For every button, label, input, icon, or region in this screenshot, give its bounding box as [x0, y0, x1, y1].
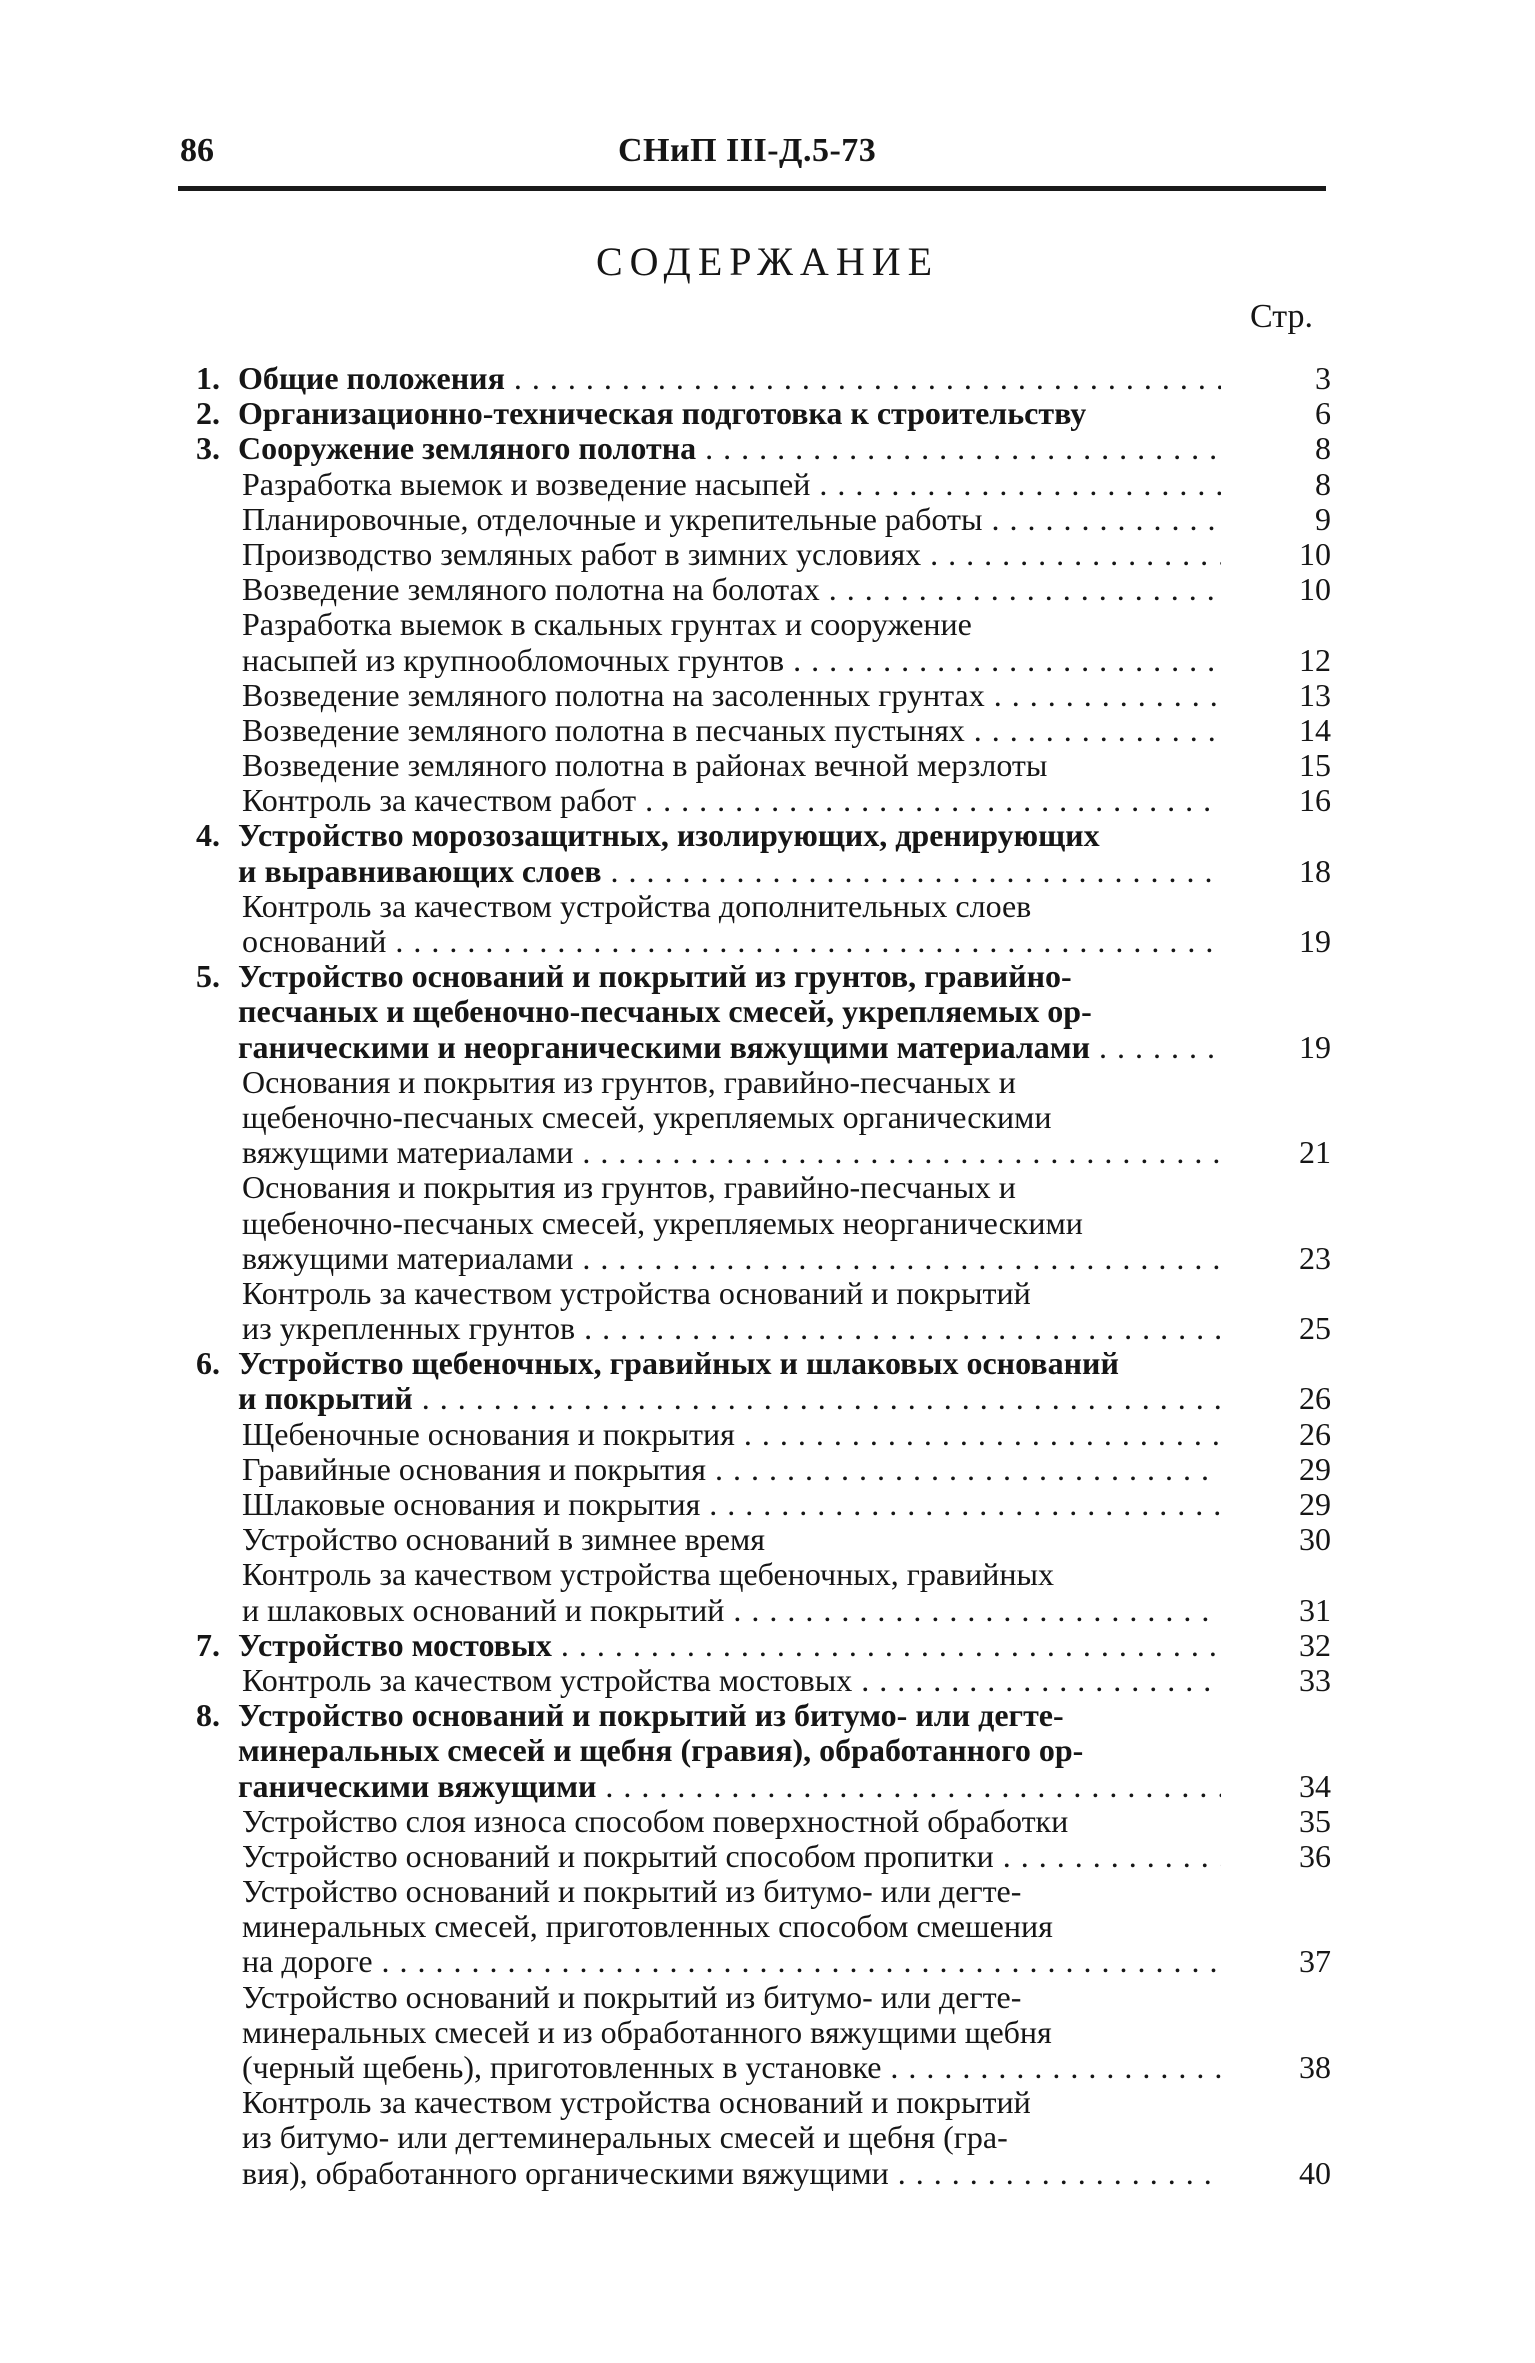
toc-entry-page: 29 — [1299, 1450, 1331, 1487]
toc-entry — [196, 748, 1331, 783]
toc-entry — [196, 2156, 1331, 2191]
toc-entry-title: Контроль за качеством устройства мостовых . . . — [242, 1663, 1221, 1698]
toc-entry-title: Устройство оснований и покрытий из битумо- или дегте- — [238, 1698, 1064, 1734]
toc-entry-page: 40 — [1299, 2154, 1331, 2191]
toc-entry-title: Организационно-техническая подготовка к строительству — [238, 396, 1087, 432]
toc-entry — [196, 994, 1331, 1029]
page-column-label: Стр. — [1249, 298, 1313, 335]
toc-entry-title: вия), обработанного органическими вяжущими . . . — [242, 2156, 1221, 2191]
toc-entry — [196, 1065, 1331, 1100]
toc-entry-title: Возведение земляного полотна в песчаных пустынях . . . — [242, 713, 1221, 748]
toc-entry — [196, 713, 1331, 748]
toc-entry-page: 21 — [1299, 1134, 1331, 1171]
toc-entry-title: Общие положения . . . — [238, 361, 1221, 396]
toc-entry — [196, 431, 1331, 466]
toc-entry — [196, 1593, 1331, 1628]
toc-entry-page: 26 — [1299, 1415, 1331, 1452]
toc-entry-page: 35 — [1299, 1802, 1331, 1839]
toc-entry-page: 30 — [1299, 1521, 1331, 1558]
toc-entry-title: Возведение земляного полотна на засоленных грунтах . . . — [242, 678, 1221, 713]
toc-entry-number: 2. — [196, 395, 220, 432]
document-code: СНиП III-Д.5-73 — [618, 132, 877, 169]
toc-entry-title: и выравнивающих слоев . . . — [238, 854, 1221, 889]
toc-entry — [196, 678, 1331, 713]
toc-entry-title: Гравийные основания и покрытия . . . — [242, 1452, 1221, 1487]
toc-entry-title: Устройство морозозащитных, изолирующих, дренирующих — [238, 818, 1100, 854]
toc-entry-title: вяжущими материалами . . . — [242, 1241, 1221, 1276]
toc-entry — [196, 959, 1331, 994]
toc-entry-number: 6. — [196, 1345, 220, 1382]
toc-entry-title: песчаных и щебеночно-песчаных смесей, укрепляемых ор- — [238, 994, 1092, 1030]
toc-entry-title: Основания и покрытия из грунтов, гравийно-песчаных и — [242, 1064, 1016, 1100]
toc-entry-page: 3 — [1315, 360, 1331, 396]
toc-entry — [196, 889, 1331, 924]
toc-entry-page: 32 — [1299, 1626, 1331, 1663]
toc-entry — [196, 1663, 1331, 1698]
toc-entry-title: минеральных смесей и из обработанного вяжущими щебня — [242, 2014, 1052, 2050]
toc-entry — [196, 1452, 1331, 1487]
toc-entry — [196, 1206, 1331, 1241]
toc-entry — [196, 1487, 1331, 1522]
toc-entry-title: Устройство оснований и покрытий из битумо- или дегте- — [242, 1874, 1022, 1910]
toc-entry — [196, 537, 1331, 572]
toc-entry-title: оснований . . . — [242, 924, 1221, 959]
toc-entry-title: Возведение земляного полотна в районах вечной мерзлоты — [242, 748, 1048, 784]
toc-entry-title: ганическими вяжущими . . . — [238, 1769, 1221, 1804]
page-title: СОДЕРЖАНИЕ — [595, 239, 940, 284]
toc-entry-title: вяжущими материалами . . . — [242, 1135, 1221, 1170]
toc-entry-page: 19 — [1299, 923, 1331, 959]
toc-entry-page: 13 — [1299, 676, 1331, 713]
toc-entry — [196, 1733, 1331, 1768]
toc-entry-page: 15 — [1299, 747, 1331, 784]
toc-entry-title: щебеночно-песчаных смесей, укрепляемых неорганическими — [242, 1205, 1083, 1241]
toc-entry-title: щебеночно-песчаных смесей, укрепляемых органическими — [242, 1099, 1052, 1135]
toc-entry-number: 3. — [196, 430, 220, 467]
toc-entry — [196, 1769, 1331, 1804]
toc-entry — [196, 1944, 1331, 1979]
toc-entry — [196, 572, 1331, 607]
toc-entry-title: насыпей из крупнообломочных грунтов . . . — [242, 643, 1221, 678]
toc-entry-page: 10 — [1299, 571, 1331, 608]
toc-entry-page: 12 — [1299, 641, 1331, 678]
toc-entry — [196, 1346, 1331, 1381]
toc-entry-title: и шлаковых оснований и покрытий . . . — [242, 1593, 1221, 1628]
toc-entry — [196, 1276, 1331, 1311]
toc-entry-page: 31 — [1299, 1591, 1331, 1628]
toc-entry — [196, 2085, 1331, 2120]
toc-entry-number: 1. — [196, 360, 220, 396]
toc-entry — [196, 1804, 1331, 1839]
toc-entry-title: Контроль за качеством устройства оснований и покрытий — [242, 2085, 1031, 2121]
page-header — [180, 132, 1325, 184]
toc-entry-page: 8 — [1315, 430, 1331, 467]
toc-entry — [196, 502, 1331, 537]
toc-entry-page: 26 — [1299, 1380, 1331, 1417]
toc-entry-page: 38 — [1299, 2049, 1331, 2085]
toc-entry-number: 7. — [196, 1626, 220, 1663]
toc-entry-page: 36 — [1299, 1837, 1331, 1874]
toc-entry — [196, 361, 1331, 396]
toc-entry — [196, 1698, 1331, 1733]
page-number: 86 — [180, 132, 214, 169]
toc-entry — [196, 2120, 1331, 2155]
toc-entry-number: 5. — [196, 958, 220, 995]
toc-entry-title: Контроль за качеством устройства дополнительных слоев — [242, 888, 1032, 924]
toc-entry — [196, 924, 1331, 959]
toc-entry — [196, 1628, 1331, 1663]
toc-entry-title: Основания и покрытия из грунтов, гравийно-песчаных и — [242, 1170, 1016, 1206]
toc-entry-page: 37 — [1299, 1943, 1331, 1980]
toc-entry-page: 6 — [1315, 395, 1331, 432]
toc-entry-title: Контроль за качеством устройства оснований и покрытий — [242, 1275, 1031, 1311]
toc-entry-title: Устройство слоя износа способом поверхностной обработки — [242, 1803, 1069, 1839]
toc-entry — [196, 818, 1331, 853]
toc-entry-title: Производство земляных работ в зимних условиях . . . — [242, 537, 1221, 572]
toc-entry — [196, 783, 1331, 818]
table-of-contents — [196, 361, 1331, 2191]
toc-entry-title: Разработка выемок в скальных грунтах и сооружение — [242, 607, 972, 643]
toc-entry — [196, 1980, 1331, 2015]
toc-entry — [196, 2050, 1331, 2085]
toc-entry — [196, 854, 1331, 889]
toc-entry-page: 14 — [1299, 711, 1331, 748]
toc-entry-page: 29 — [1299, 1486, 1331, 1522]
toc-entry — [196, 2015, 1331, 2050]
toc-entry — [196, 467, 1331, 502]
toc-entry — [196, 1170, 1331, 1205]
toc-entry — [196, 1909, 1331, 1944]
toc-entry-title: и покрытий . . . — [238, 1381, 1221, 1416]
toc-entry-title: Контроль за качеством устройства щебеночных, гравийных — [242, 1557, 1055, 1593]
toc-entry — [196, 1839, 1331, 1874]
toc-entry-title: Разработка выемок и возведение насыпей . . . — [242, 467, 1221, 502]
header-rule — [178, 186, 1326, 191]
toc-entry — [196, 1311, 1331, 1346]
toc-entry — [196, 1522, 1331, 1557]
toc-entry-number: 8. — [196, 1697, 220, 1734]
toc-entry-title: Сооружение земляного полотна . . . — [238, 431, 1221, 466]
toc-entry-page: 8 — [1315, 465, 1331, 502]
toc-entry-page: 10 — [1299, 535, 1331, 572]
toc-entry-title: Возведение земляного полотна на болотах . . . — [242, 572, 1221, 607]
toc-entry — [196, 1381, 1331, 1416]
toc-entry-title: Устройство оснований в зимнее время — [242, 1522, 765, 1558]
toc-entry-page: 25 — [1299, 1310, 1331, 1347]
toc-entry-title: минеральных смесей, приготовленных способом смешения — [242, 1909, 1053, 1945]
toc-entry — [196, 607, 1331, 642]
toc-entry-page: 16 — [1299, 782, 1331, 819]
toc-entry-page: 18 — [1299, 852, 1331, 889]
toc-entry — [196, 1135, 1331, 1170]
toc-entry-title: Щебеночные основания и покрытия . . . — [242, 1417, 1221, 1452]
toc-entry — [196, 1417, 1331, 1452]
toc-entry — [196, 1030, 1331, 1065]
toc-entry-title: (черный щебень), приготовленных в установке . . . — [242, 2050, 1221, 2085]
toc-entry-page: 9 — [1315, 500, 1331, 537]
toc-entry-title: на дороге . . . — [242, 1944, 1221, 1979]
toc-entry — [196, 643, 1331, 678]
toc-entry-title: из битумо- или дегтеминеральных смесей и щебня (гра- — [242, 2120, 1008, 2156]
toc-entry-title: Контроль за качеством работ . . . — [242, 783, 1221, 818]
toc-entry-title: минеральных смесей и щебня (гравия), обработанного ор- — [238, 1733, 1084, 1769]
toc-entry-title: Устройство щебеночных, гравийных и шлаковых оснований — [238, 1346, 1119, 1382]
toc-entry-page: 33 — [1299, 1661, 1331, 1698]
toc-entry-title: Устройство оснований и покрытий из битумо- или дегте- — [242, 1979, 1022, 2015]
toc-entry — [196, 1241, 1331, 1276]
toc-entry-number: 4. — [196, 817, 220, 854]
toc-entry-page: 19 — [1299, 1028, 1331, 1065]
toc-entry — [196, 1100, 1331, 1135]
toc-entry-title: Планировочные, отделочные и укрепительные работы . . . — [242, 502, 1221, 537]
toc-entry-title: из укрепленных грунтов . . . — [242, 1311, 1221, 1346]
toc-entry — [196, 396, 1331, 431]
toc-entry-title: Устройство оснований и покрытий из грунтов, гравийно- — [238, 959, 1072, 995]
toc-entry-title: Устройство мостовых . . . — [238, 1628, 1221, 1663]
toc-entry-title: Устройство оснований и покрытий способом пропитки . . . — [242, 1839, 1221, 1874]
toc-entry-title: Шлаковые основания и покрытия . . . — [242, 1487, 1221, 1522]
toc-entry-page: 34 — [1299, 1767, 1331, 1804]
toc-entry-title: ганическими и неорганическими вяжущими материалами . . . — [238, 1030, 1221, 1065]
toc-entry-page: 23 — [1299, 1239, 1331, 1276]
toc-entry — [196, 1874, 1331, 1909]
toc-entry — [196, 1557, 1331, 1592]
